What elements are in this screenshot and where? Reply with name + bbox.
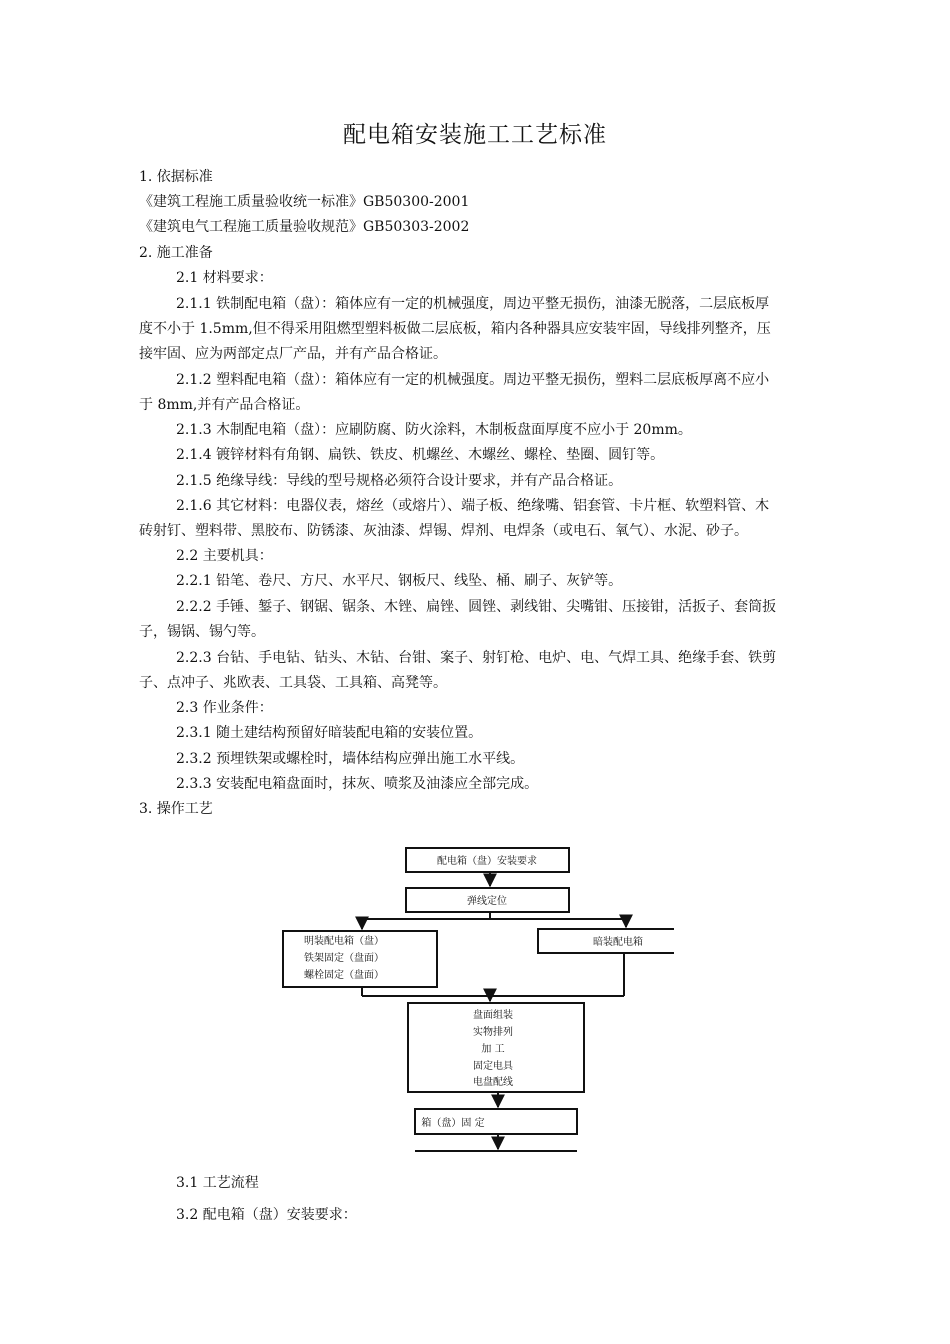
text-line: 2.2.1 铅笔、卷尺、方尺、水平尺、钢板尺、线坠、桶、刷子、灰铲等。 bbox=[176, 573, 623, 589]
flow-text-arrange: 实物排列 bbox=[473, 1027, 513, 1038]
text-line: 砖射钉、塑料带、黑胶布、防锈漆、灰油漆、焊锡、焊剂、电焊条（或电石、氧气）、水泥、砂子。 bbox=[139, 523, 748, 539]
flow-text-panel-assembly: 盘面组装 bbox=[473, 1010, 513, 1021]
flow-text-surface-mount: 明装配电箱（盘） bbox=[304, 936, 384, 947]
flow-text-requirements: 配电箱（盘）安装要求 bbox=[437, 856, 537, 867]
section-heading: 1. 依据标准 bbox=[139, 169, 213, 185]
process-flowchart bbox=[280, 840, 674, 1155]
text-line: 2.1.3 木制配电箱（盘）：应刷防腐、防火涂料，木制板盘面厚度不应小于 20mm。 bbox=[176, 422, 692, 438]
flow-text-box-fix: 箱（盘）固 定 bbox=[421, 1118, 485, 1129]
text-line: 子、点冲子、兆欧表、工具袋、工具箱、高凳等。 bbox=[139, 675, 447, 691]
section-heading: 2. 施工准备 bbox=[139, 245, 213, 261]
flow-text-wiring: 电盘配线 bbox=[473, 1077, 513, 1088]
flow-text-layout: 弹线定位 bbox=[467, 896, 507, 907]
text-line: 2.2.3 台钻、手电钻、钻头、木钻、台钳、案子、射钉枪、电炉、电、气焊工具、绝缘手套、铁剪 bbox=[176, 650, 777, 666]
text-line: 子，锡锅、锡勺等。 bbox=[139, 624, 265, 640]
text-line: 2.1.6 其它材料：电器仪表，熔丝（或熔片）、端子板、绝缘嘴、铝套管、卡片框、软塑料管、木 bbox=[176, 498, 770, 514]
text-line: 2.3.2 预埋铁架或螺栓时，墙体结构应弹出施工水平线。 bbox=[176, 751, 525, 767]
text-line: 2.3.3 安装配电箱盘面时，抹灰、喷浆及油漆应全部完成。 bbox=[176, 776, 539, 792]
text-line: 2.1.2 塑料配电箱（盘）：箱体应有一定的机械强度。周边平整无损伤，塑料二层底板厚离不应小 bbox=[176, 372, 770, 388]
flow-text-flush-mount: 暗装配电箱 bbox=[593, 937, 643, 948]
flow-text-bracket-fix: 铁架固定（盘面） bbox=[304, 953, 384, 964]
text-line: 2.1.1 铁制配电箱（盘）：箱体应有一定的机械强度，周边平整无损伤，油漆无脱落，二层底板厚 bbox=[176, 296, 770, 312]
text-line: 《建筑电气工程施工质量验收规范》GB50303-2002 bbox=[139, 219, 470, 235]
flow-text-fix-devices: 固定电具 bbox=[473, 1061, 513, 1072]
text-line: 度不小于 1.5mm,但不得采用阻燃型塑料板做二层底板，箱内各种器具应安装牢固，导线排列整齐，压 bbox=[139, 321, 771, 337]
text-line: 接牢固、应为两部定点厂产品，并有产品合格证。 bbox=[139, 346, 447, 362]
text-line: 2.3.1 随土建结构预留好暗装配电箱的安装位置。 bbox=[176, 725, 483, 741]
subsection-heading: 2.3 作业条件： bbox=[176, 700, 273, 716]
text-line: 2.1.5 绝缘导线：导线的型号规格必须符合设计要求，并有产品合格证。 bbox=[176, 473, 623, 489]
text-line: 2.2.2 手锤、錾子、钢锯、锯条、木锉、扁锉、圆锉、剥线钳、尖嘴钳、压接钳，活扳子、套筒扳 bbox=[176, 599, 777, 615]
subsection-heading: 2.2 主要机具： bbox=[176, 548, 273, 564]
flow-text-bolt-fix: 螺栓固定（盘面） bbox=[304, 970, 384, 981]
section-heading: 3. 操作工艺 bbox=[139, 801, 213, 817]
text-line: 于 8mm,并有产品合格证。 bbox=[139, 397, 310, 413]
text-line: 2.1.4 镀锌材料有角钢、扁铁、铁皮、机螺丝、木螺丝、螺栓、垫圈、圆钉等。 bbox=[176, 447, 665, 463]
subsection-heading: 3.1 工艺流程 bbox=[176, 1175, 259, 1191]
page-title: 配电箱安装施工工艺标准 bbox=[343, 122, 607, 148]
flow-text-process: 加 工 bbox=[481, 1044, 505, 1055]
subsection-heading: 2.1 材料要求： bbox=[176, 270, 273, 286]
text-line: 《建筑工程施工质量验收统一标准》GB50300-2001 bbox=[139, 194, 470, 210]
subsection-heading: 3.2 配电箱（盘）安装要求： bbox=[176, 1207, 357, 1223]
